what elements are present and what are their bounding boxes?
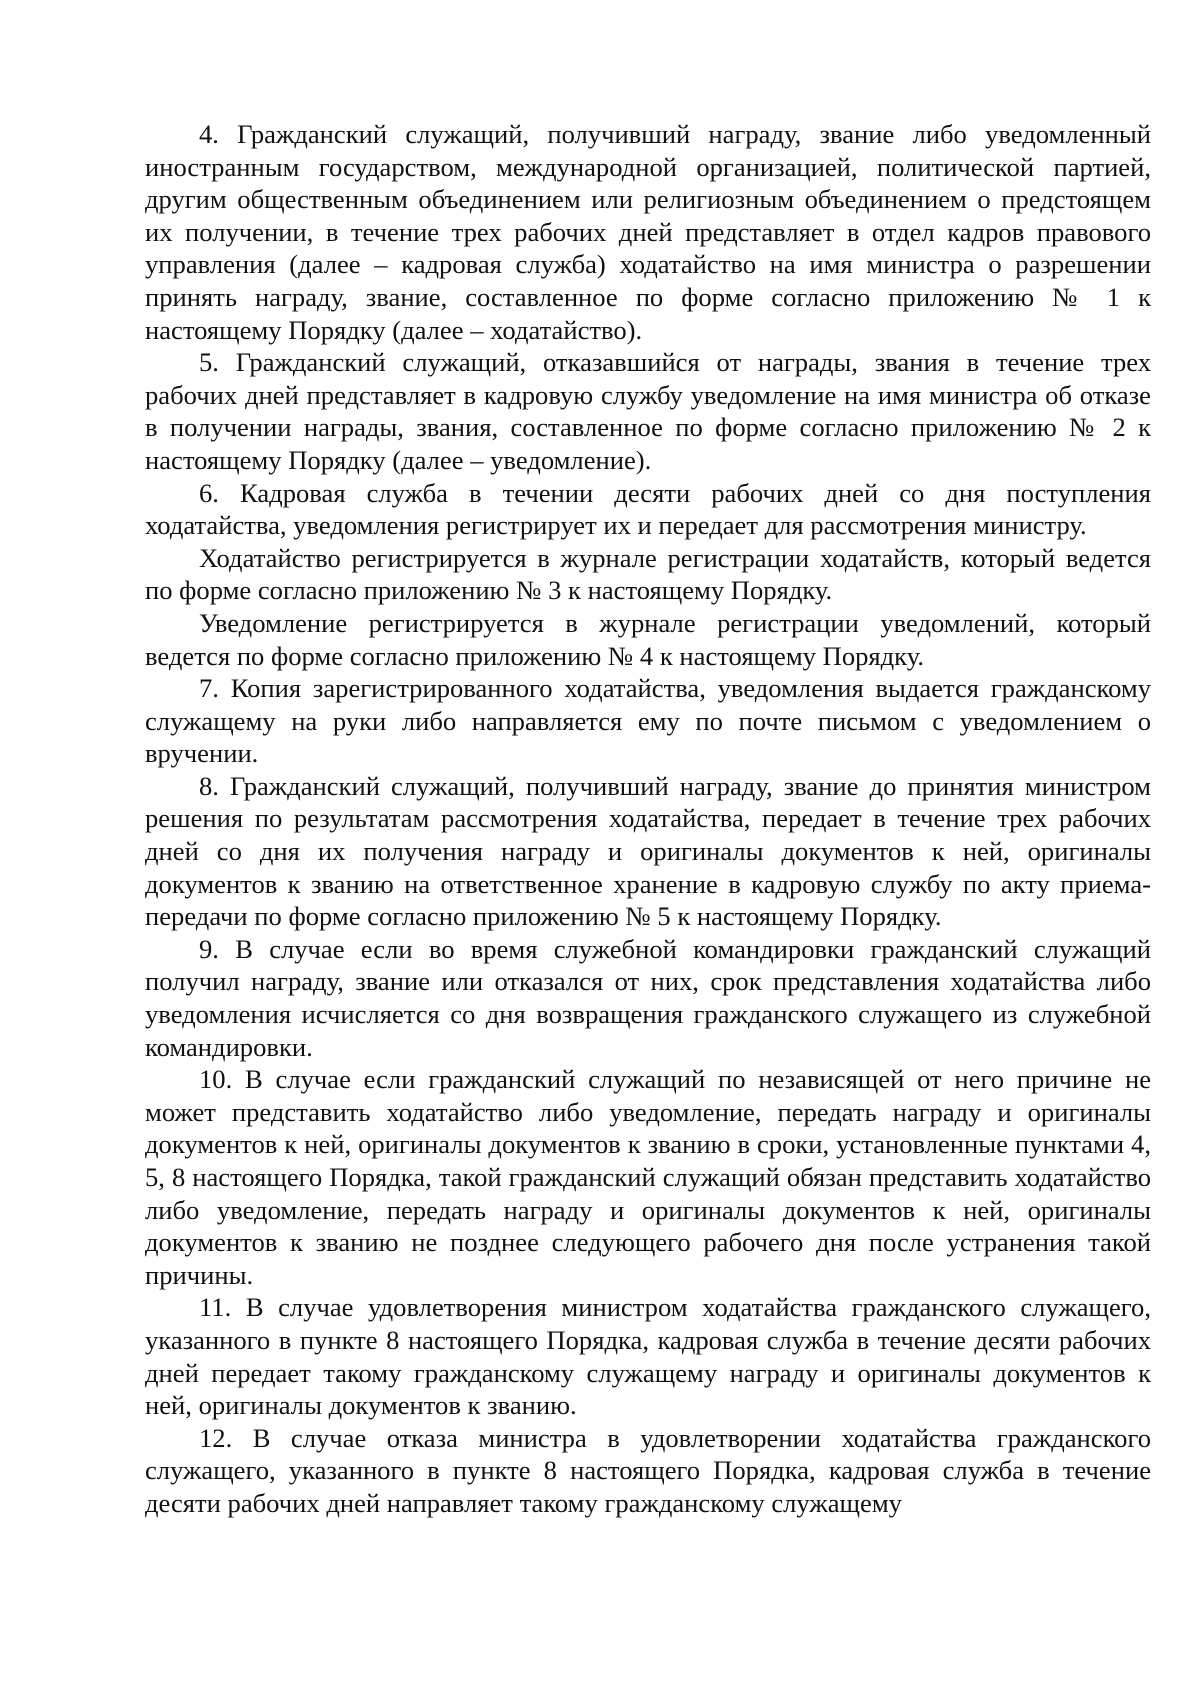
paragraph-petition-registration: Ходатайство регистрируется в журнале регистрации ходатайств, который ведется по форме согласно приложению № 3 к настоящему Порядку. [145, 542, 1151, 606]
paragraph-notice-registration: Уведомление регистрируется в журнале регистрации уведомлений, который ведется по форме согласно приложению № 4 к настоящему Порядку. [145, 607, 1151, 671]
paragraph-item-11: 11. В случае удовлетворения министром ходатайства гражданского служащего, указанного в пункте 8 настоящего Порядка, кадровая служба в течение десяти рабочих дней передает такому гражданскому служащему награду и оригиналы документов к ней, оригиналы документов к званию. [145, 1292, 1151, 1421]
paragraph-item-10: 10. В случае если гражданский служащий по независящей от него причине не может представить ходатайство либо уведомление, передать награду и оригиналы документов к ней, оригиналы документов к званию в сроки, установленные пунктами 4, 5, 8 настоящего Порядка, такой гражданский служащий обязан представить ходатайство либо уведомление, передать награду и оригиналы документов к ней, оригиналы документов к званию не позднее следующего рабочего дня после устранения такой причины. [145, 1064, 1151, 1290]
paragraph-item-6: 6. Кадровая служба в течении десяти рабочих дней со дня поступления ходатайства, уведомления регистрирует их и передает для рассмотрения министру. [145, 477, 1151, 541]
paragraph-item-4: 4. Гражданский служащий, получивший награду, звание либо уведомленный иностранным государством, международной организацией, политической партией, другим общественным объединением или религиозным объединением о предстоящем их получении, в течение трех рабочих дней представляет в отдел кадров правового управления (далее – кадровая служба) ходатайство на имя министра о разрешении принять награду, звание, составленное по форме согласно приложению № 1 к настоящему Порядку (далее – ходатайство). [145, 119, 1151, 345]
paragraph-item-5: 5. Гражданский служащий, отказавшийся от награды, звания в течение трех рабочих дней представляет в кадровую службу уведомление на имя министра об отказе в получении награды, звания, составленное по форме согласно приложению № 2 к настоящему Порядку (далее – уведомление). [145, 347, 1151, 475]
paragraph-item-8: 8. Гражданский служащий, получивший награду, звание до принятия министром решения по результатам рассмотрения ходатайства, передает в течение трех рабочих дней со дня их получения награду и оригиналы документов к ней, оригиналы документов к званию на ответственное хранение в кадровую службу по акту приема-передачи по форме согласно приложению № 5 к настоящему Порядку. [145, 770, 1151, 932]
paragraph-item-7: 7. Копия зарегистрированного ходатайства, уведомления выдается гражданскому служащему на руки либо направляется ему по почте письмом с уведомлением о вручении. [145, 673, 1151, 769]
paragraph-item-12: 12. В случае отказа министра в удовлетворении ходатайства гражданского служащего, указанного в пункте 8 настоящего Порядка, кадровая служба в течение десяти рабочих дней направляет такому гражданскому служащему [145, 1422, 1151, 1518]
document-body [145, 118, 1151, 1520]
paragraph-item-9: 9. В случае если во время служебной командировки гражданский служащий получил награду, звание или отказался от них, срок представления ходатайства либо уведомления исчисляется со дня возвращения гражданского служащего из служебной командировки. [145, 933, 1151, 1062]
